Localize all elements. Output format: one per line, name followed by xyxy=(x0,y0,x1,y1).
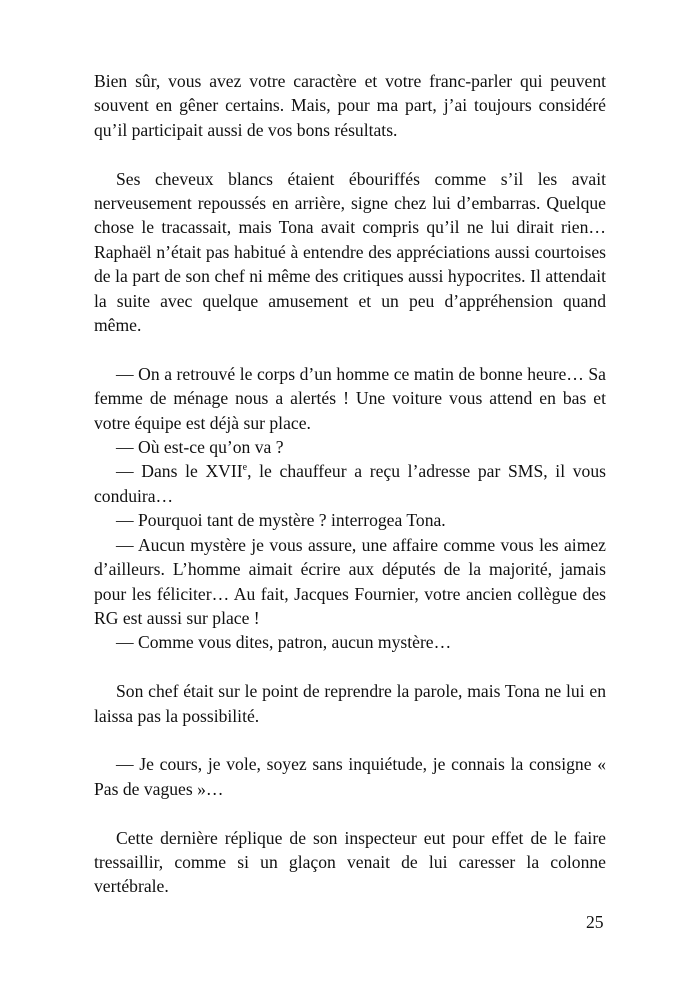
dialogue-line-3-before: — Dans le XVII xyxy=(116,461,243,482)
dialogue-line-7: — Je cours, je vole, soyez sans inquiétude, je connais la consigne « Pas de vagues »… xyxy=(94,754,606,799)
paragraph-2: Ses cheveux blancs étaient ébouriffés comme s’il les avait nerveusement repoussés en arrière, signe chez lui d’embarras. Quelque chose le tracassait, mais Tona avait compris qu’il ne lui dirait rien… Raphaël n’était pas habitué à entendre des appréciations aussi courtoises de la part de son chef ni même des critiques aussi hypocrites. Il attendait la suite avec quelque amusement et un peu d’appréhension quand même. xyxy=(94,168,606,336)
dialogue-line-6: — Comme vous dites, patron, aucun mystère… xyxy=(116,632,452,653)
paragraph-4: Cette dernière réplique de son inspecteur eut pour effet de le faire tressaillir, comme si un glaçon venait de lui caresser la colonne vertébrale. xyxy=(94,827,606,897)
paragraph-1: Bien sûr, vous avez votre caractère et votre franc-parler qui peuvent souvent en gêner certains. Mais, pour ma part, j’ai toujours considéré qu’il participait aussi de vos bons résultats. xyxy=(94,71,606,140)
dialogue-line-1: — On a retrouvé le corps d’un homme ce matin de bonne heure… Sa femme de ménage nous a alertés ! Une voiture vous attend en bas et votre équipe est déjà sur place. xyxy=(94,363,606,433)
paragraph-3: Son chef était sur le point de reprendre la parole, mais Tona ne lui en laissa pas la possibilité. xyxy=(94,681,606,726)
dialogue-line-4: — Pourquoi tant de mystère ? interrogea Tona. xyxy=(116,510,446,531)
dialogue-line-2: — Où est-ce qu’on va ? xyxy=(116,437,284,458)
dialogue-line-3-after: , le chauffeur a reçu l’adresse par SMS, il vous conduira… xyxy=(94,461,606,506)
page-number: 25 xyxy=(586,912,604,932)
page-body xyxy=(94,69,606,899)
dialogue-line-5: — Aucun mystère je vous assure, une affaire comme vous les aimez d’ailleurs. L’homme aimait écrire aux députés de la majorité, jamais pour les féliciter… Au fait, Jacques Fournier, votre ancien collègue des RG est aussi sur place ! xyxy=(94,534,606,628)
dialogue-line-3 xyxy=(94,459,606,508)
ordinal-superscript: e xyxy=(242,462,248,474)
